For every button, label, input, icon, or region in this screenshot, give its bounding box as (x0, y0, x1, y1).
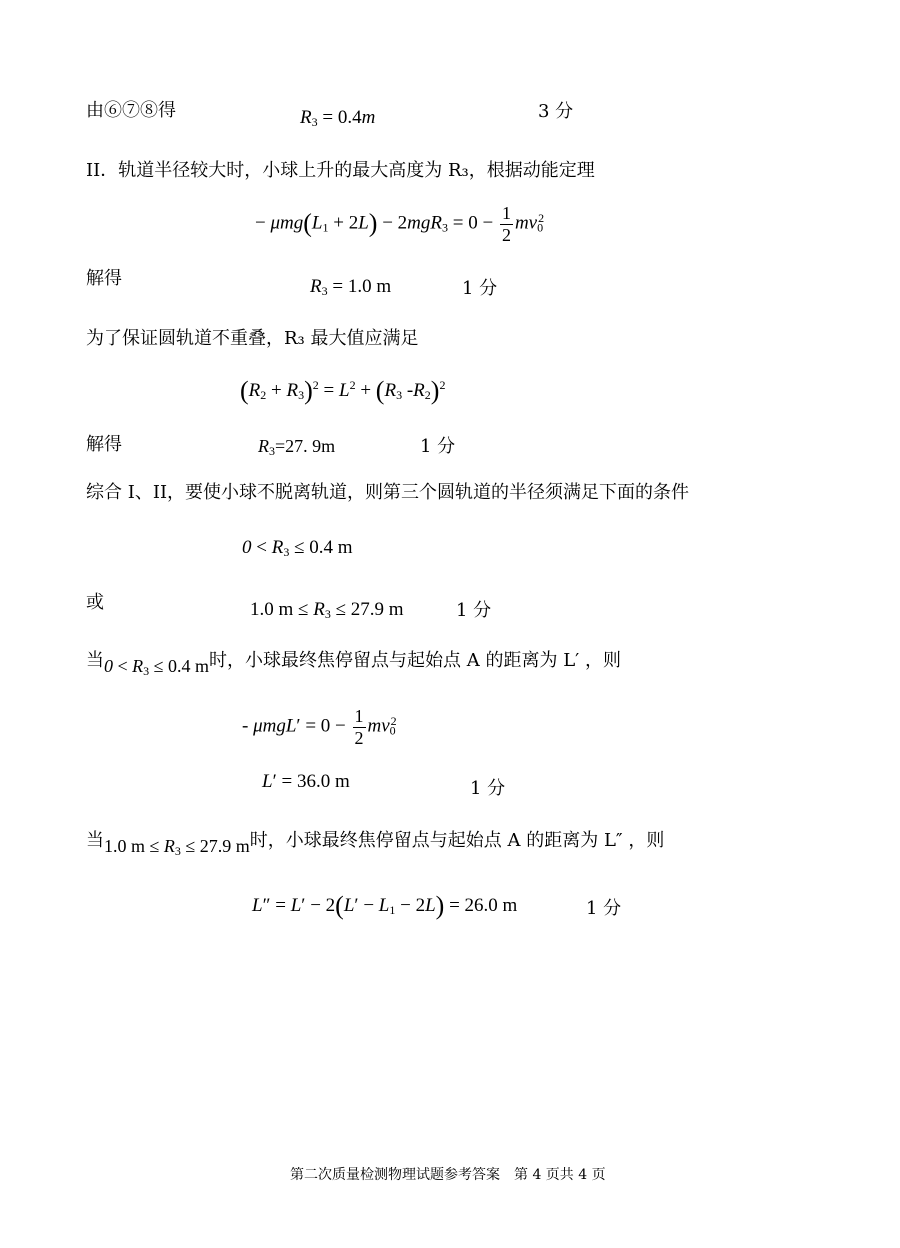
score-mark: 1 分 (470, 778, 506, 799)
inline-range-one: $0 < R_3 \le 0.4$ m (104, 656, 210, 678)
score-mark: 1 分 (420, 436, 456, 457)
equation-l-prime-result: L′ = 36.0 m (262, 771, 350, 792)
inequality-range-two: 1.0 $m \le R_3 \le 27.9$ m (250, 599, 404, 621)
paragraph-case-two: II．轨道半径较大时，小球上升的最大高度为 R₃，根据动能定理 (86, 160, 595, 181)
equation-overlap-condition: $(R_2 + R_3)^2 = L^2 + (R_3$ $-R_2)^2$ (240, 376, 446, 405)
paragraph-combined-condition: 综合 I、II，要使小球不脱离轨道，则第三个圆轨道的半径须满足下面的条件 (86, 482, 690, 503)
equation-energy-theorem: − $\mu mg(L_1 + 2L) - 2mgR_3 = 0$ − $\frac{1}{2}$ $mv_0^2$ (255, 203, 545, 245)
paragraph-case-range-two (86, 830, 665, 858)
equation-distance-range-one: - μmgL′ = 0 − $\frac{1}{2}$ $mv_0^2$ (242, 706, 397, 748)
solve-label: 解得 (86, 434, 122, 455)
score-mark: 1 分 (456, 600, 492, 621)
step-label: 由⑥⑦⑧得 (86, 100, 176, 121)
equation-r3-max-value: $R_3=27$. 9m (258, 436, 336, 458)
score-mark: 3 分 (538, 101, 574, 122)
score-mark: 1 分 (462, 278, 498, 299)
sentence-text: 时，小球最终焦停留点与起始点 A 的距离为 L″ ，则 (249, 830, 665, 851)
equation-r3-result: $R_3 = 0.4m$ (300, 107, 376, 129)
equation-l-double-prime: $L'' = L' - 2(L' - L_1 - 2L) = 26.0$ m (252, 891, 518, 920)
inequality-range-one: $0 < R_3 \le 0.4$ m (242, 537, 353, 559)
inline-range-two: 1.0 $m \le R_3 \le 27.9$ m (104, 836, 250, 858)
paragraph-case-range-one (86, 650, 621, 678)
paragraph-no-overlap: 为了保证圆轨道不重叠，R₃ 最大值应满足 (86, 328, 419, 349)
when-label: 当 (86, 830, 104, 851)
page-footer: 第二次质量检测物理试题参考答案 第 4 页共 4 页 (290, 1167, 606, 1183)
solve-label: 解得 (86, 268, 122, 289)
or-label: 或 (86, 592, 104, 613)
score-mark: 1 分 (586, 898, 622, 919)
when-label: 当 (86, 650, 104, 671)
equation-r3-max-height: $R_3 = 1.0$ m (310, 276, 392, 298)
sentence-text: 时，小球最终焦停留点与起始点 A 的距离为 L′ ，则 (209, 650, 621, 671)
